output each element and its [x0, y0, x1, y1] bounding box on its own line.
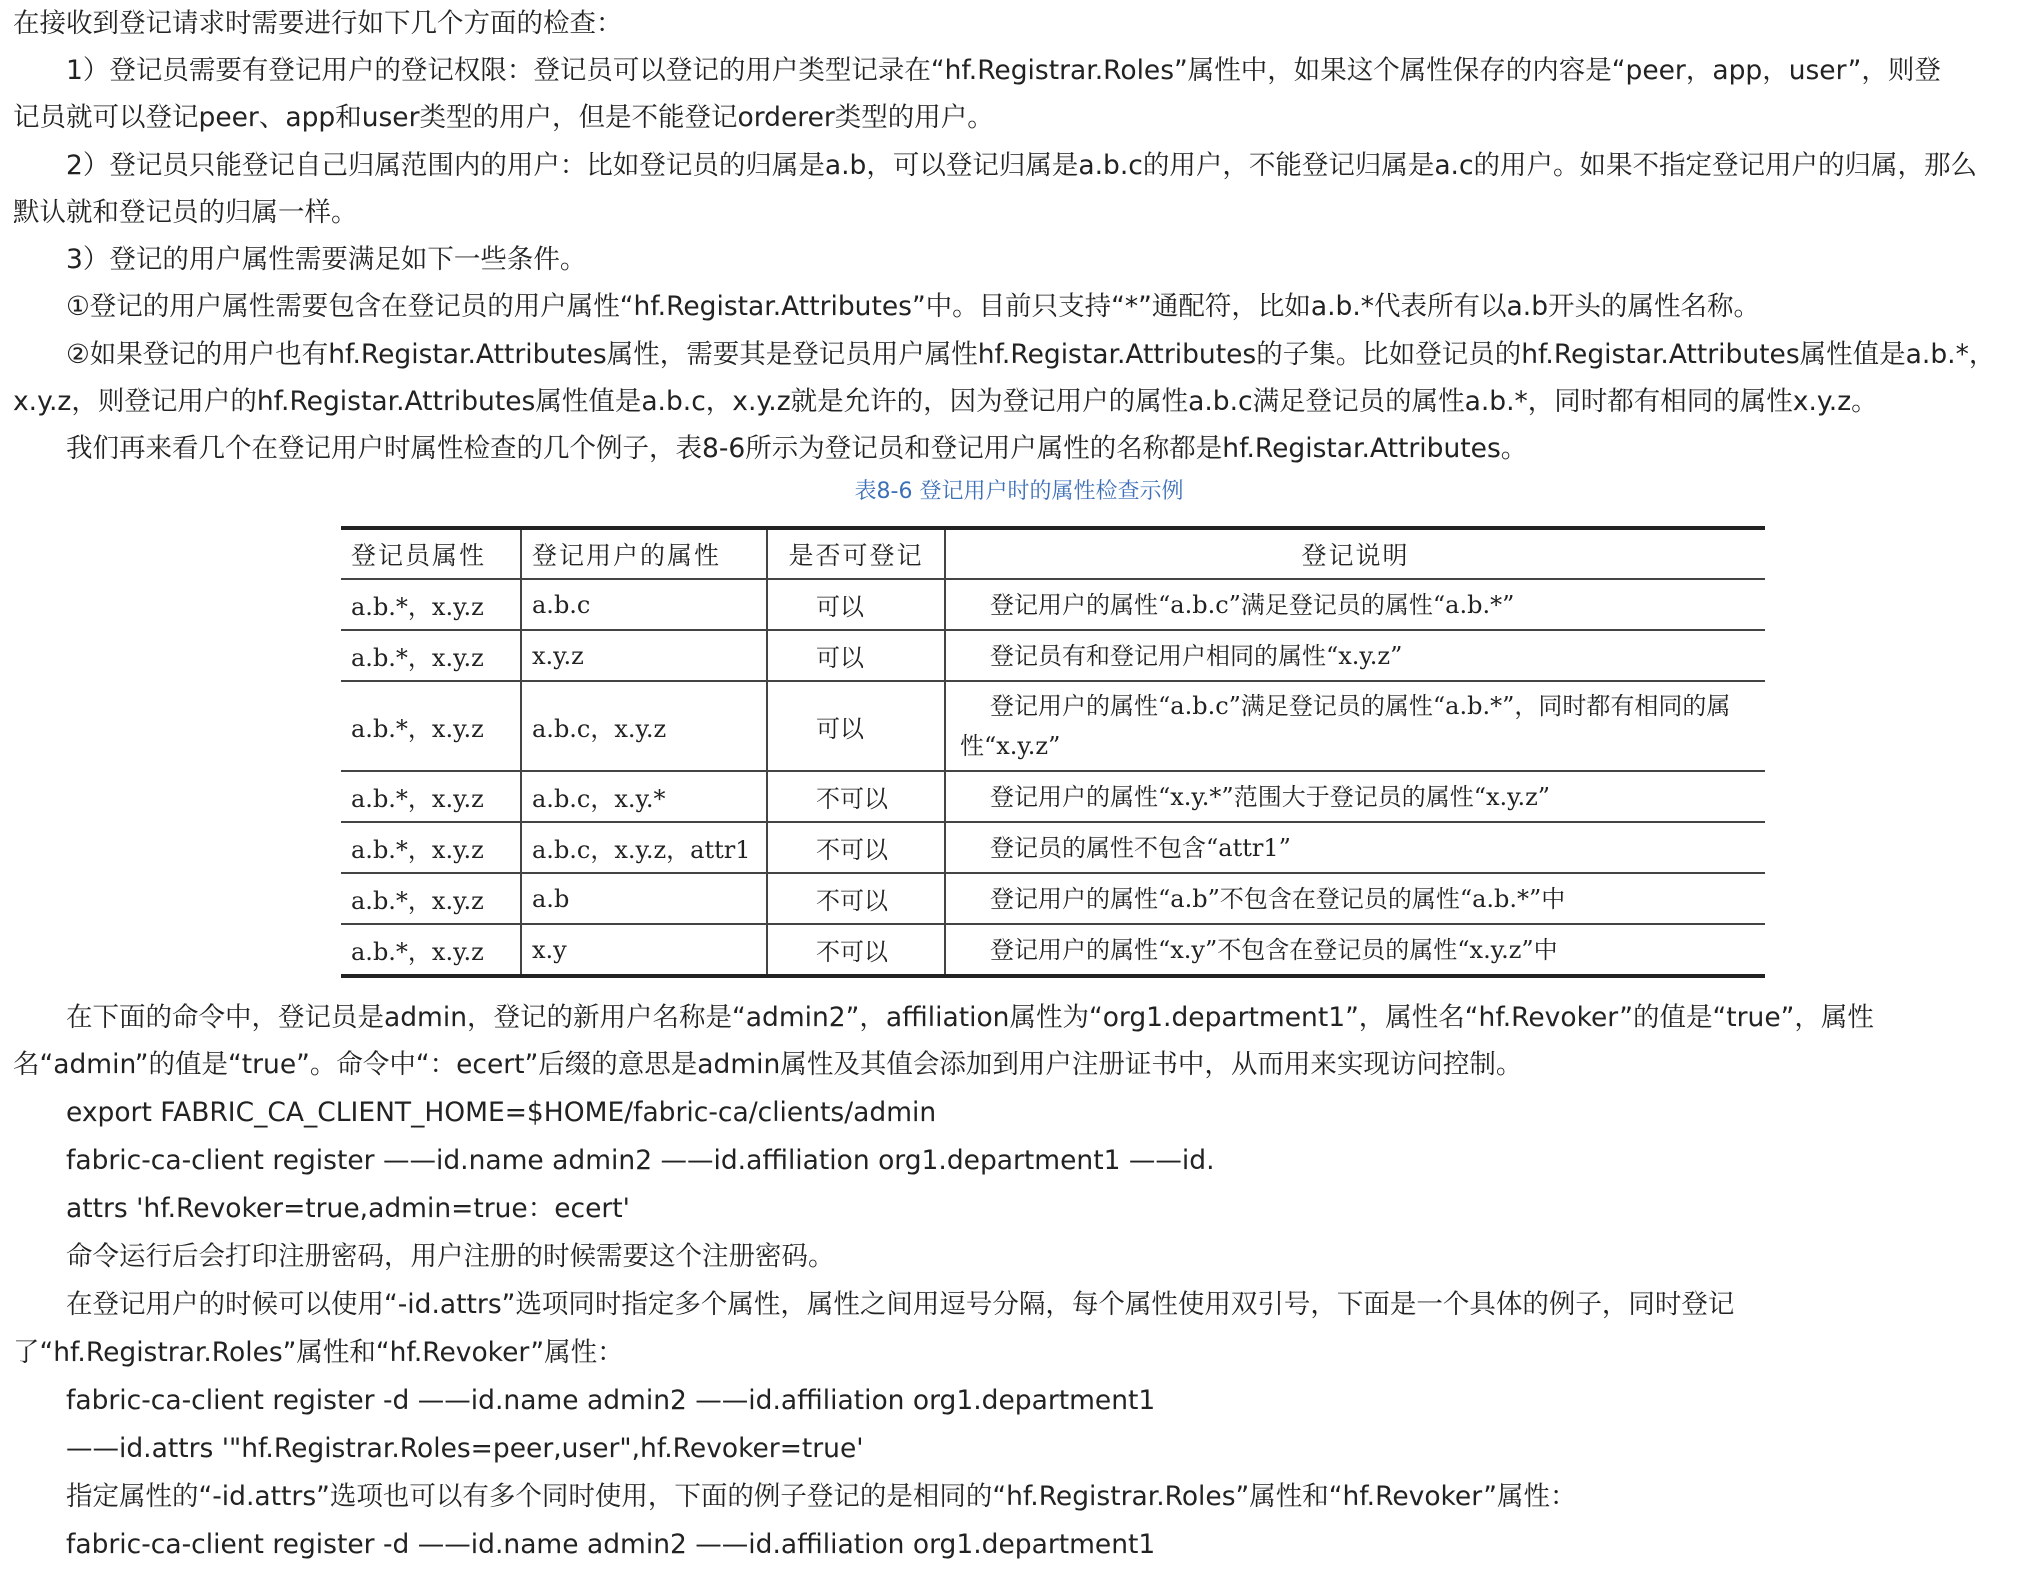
table-row	[341, 822, 1765, 873]
cell-registrar: a.b.*，x.y.z	[341, 630, 521, 681]
cell-registrar: a.b.*，x.y.z	[341, 579, 521, 630]
cell-allowed: 可以	[767, 681, 945, 771]
cell-note-text: 登记员的属性不包含“attr1”	[990, 833, 1291, 862]
paragraph-line: 记员就可以登记peer、app和user类型的用户，但是不能登记orderer类型的用户。	[13, 102, 994, 133]
paragraph-line: 命令运行后会打印注册密码，用户注册的时候需要这个注册密码。	[66, 1241, 835, 1272]
paragraph-line: 指定属性的“-id.attrs”选项也可以有多个同时使用，下面的例子登记的是相同的“hf.Registrar.Roles”属性和“hf.Revoker”属性：	[66, 1481, 1577, 1512]
table-row	[341, 924, 1765, 976]
attribute-check-table	[341, 526, 1765, 978]
cell-note-text: 登记用户的属性“a.b.c”满足登记员的属性“a.b.*”，同时都有相同的属性“x.y.z”	[960, 692, 1731, 760]
table-row	[341, 579, 1765, 630]
command-line: attrs 'hf.Revoker=true,admin=true：ecert'	[66, 1193, 630, 1224]
col-header-allowed: 是否可登记	[767, 528, 945, 579]
cell-registrar: a.b.*，x.y.z	[341, 822, 521, 873]
paragraph-line: 在下面的命令中，登记员是admin，登记的新用户名称是“admin2”，affiliation属性为“org1.department1”，属性名“hf.Revoker”的值是“true”，属性	[66, 1002, 1874, 1033]
cell-registrar: a.b.*，x.y.z	[341, 771, 521, 822]
cell-allowed: 不可以	[767, 873, 945, 924]
paragraph-line: 名“admin”的值是“true”。命令中“：ecert”后缀的意思是admin属性及其值会添加到用户注册证书中，从而用来实现访问控制。	[13, 1049, 1523, 1080]
cell-note-text: 登记用户的属性“a.b.c”满足登记员的属性“a.b.*”	[990, 590, 1515, 619]
paragraph-line: 我们再来看几个在登记用户时属性检查的几个例子，表8-6所示为登记员和登记用户属性的名称都是hf.Registar.Attributes。	[66, 433, 1528, 464]
paragraph-line: 在接收到登记请求时需要进行如下几个方面的检查：	[13, 8, 623, 39]
table-header-row	[341, 528, 1765, 579]
cell-note-text: 登记用户的属性“x.y.*”范围大于登记员的属性“x.y.z”	[990, 782, 1551, 811]
command-line: export FABRIC_CA_CLIENT_HOME=$HOME/fabric-ca/clients/admin	[66, 1097, 937, 1128]
cell-user: x.y	[521, 924, 767, 976]
cell-note	[945, 630, 1765, 681]
cell-user: a.b.c，x.y.z	[521, 681, 767, 771]
cell-note-text: 登记员有和登记用户相同的属性“x.y.z”	[990, 641, 1403, 670]
cell-note-text: 登记用户的属性“a.b”不包含在登记员的属性“a.b.*”中	[990, 884, 1566, 913]
paragraph-line: ①登记的用户属性需要包含在登记员的用户属性“hf.Registar.Attributes”中。目前只支持“*”通配符，比如a.b.*代表所有以a.b开头的属性名称。	[66, 291, 1761, 322]
col-header-user: 登记用户的属性	[521, 528, 767, 579]
cell-user: a.b.c，x.y.z，attr1	[521, 822, 767, 873]
table-row	[341, 681, 1765, 771]
table-row	[341, 873, 1765, 924]
cell-user: a.b	[521, 873, 767, 924]
cell-allowed: 可以	[767, 630, 945, 681]
paragraph-line: 3）登记的用户属性需要满足如下一些条件。	[66, 244, 587, 275]
cell-user: x.y.z	[521, 630, 767, 681]
cell-note	[945, 771, 1765, 822]
cell-registrar: a.b.*，x.y.z	[341, 924, 521, 976]
cell-user: a.b.c，x.y.*	[521, 771, 767, 822]
cell-allowed: 不可以	[767, 924, 945, 976]
command-line: fabric-ca-client register -d ——id.name admin2 ——id.affiliation org1.department1	[66, 1385, 1156, 1416]
cell-note	[945, 681, 1765, 771]
cell-note	[945, 924, 1765, 976]
cell-registrar: a.b.*，x.y.z	[341, 681, 521, 771]
paragraph-line: x.y.z，则登记用户的hf.Registar.Attributes属性值是a.b.c，x.y.z就是允许的，因为登记用户的属性a.b.c满足登记员的属性a.b.*，同时都有相同的属性x.y.z。	[13, 386, 1878, 417]
command-line: ——id.attrs '"hf.Registrar.Roles=peer,user",hf.Revoker=true'	[66, 1433, 864, 1464]
cell-allowed: 不可以	[767, 771, 945, 822]
paragraph-line: 1）登记员需要有登记用户的登记权限：登记员可以登记的用户类型记录在“hf.Registrar.Roles”属性中，如果这个属性保存的内容是“peer，app，user”，则登	[66, 55, 1941, 86]
cell-registrar: a.b.*，x.y.z	[341, 873, 521, 924]
col-header-registrar: 登记员属性	[341, 528, 521, 579]
cell-allowed: 不可以	[767, 822, 945, 873]
cell-allowed: 可以	[767, 579, 945, 630]
cell-note	[945, 873, 1765, 924]
paragraph-line: 默认就和登记员的归属一样。	[13, 197, 358, 228]
table-caption: 表8-6 登记用户时的属性检查示例	[854, 479, 1184, 504]
command-line: fabric-ca-client register -d ——id.name admin2 ——id.affiliation org1.department1	[66, 1529, 1156, 1560]
cell-note-text: 登记用户的属性“x.y”不包含在登记员的属性“x.y.z”中	[990, 935, 1558, 964]
cell-user: a.b.c	[521, 579, 767, 630]
col-header-note: 登记说明	[945, 528, 1765, 579]
paragraph-line: 了“hf.Registrar.Roles”属性和“hf.Revoker”属性：	[13, 1337, 624, 1368]
paragraph-line: 在登记用户的时候可以使用“-id.attrs”选项同时指定多个属性，属性之间用逗号分隔，每个属性使用双引号，下面是一个具体的例子，同时登记	[66, 1289, 1735, 1320]
cell-note	[945, 579, 1765, 630]
table-row	[341, 771, 1765, 822]
table-row	[341, 630, 1765, 681]
cell-note	[945, 822, 1765, 873]
command-line: fabric-ca-client register ——id.name admin2 ——id.affiliation org1.department1 ——id.	[66, 1145, 1215, 1176]
paragraph-line: 2）登记员只能登记自己归属范围内的用户：比如登记员的归属是a.b，可以登记归属是a.b.c的用户，不能登记归属是a.c的用户。如果不指定登记用户的归属，那么	[66, 150, 1978, 181]
paragraph-line: ②如果登记的用户也有hf.Registar.Attributes属性，需要其是登记员用户属性hf.Registar.Attributes的子集。比如登记员的hf.Registar.Attributes属性值是a.b.*，	[66, 339, 1996, 370]
